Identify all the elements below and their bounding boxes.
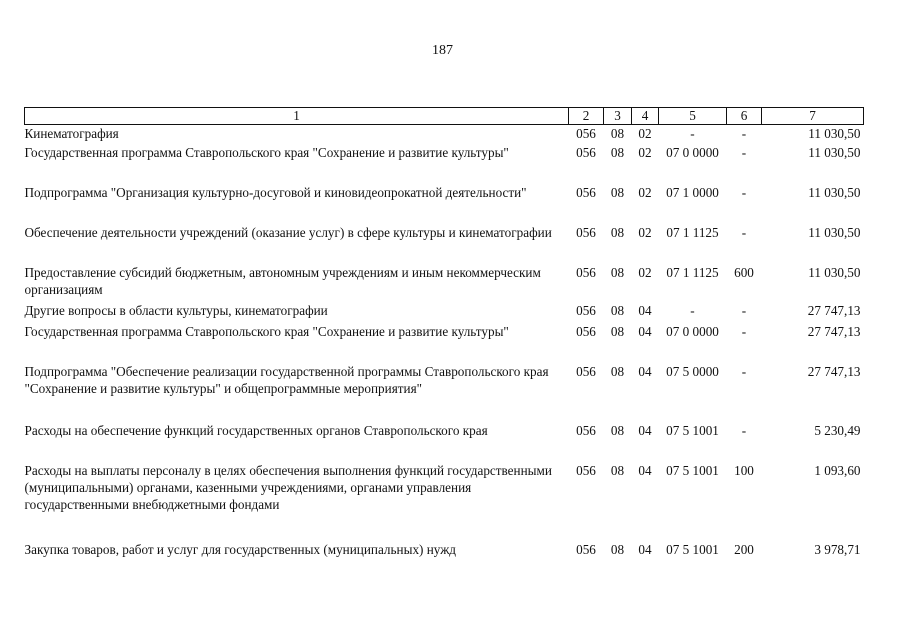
row-section-code: 08 (610, 423, 625, 438)
table-row (25, 182, 864, 222)
row-target-code: 07 5 1001 (666, 542, 719, 557)
row-target-code: - (690, 303, 695, 318)
row-amount: 11 030,50 (808, 265, 861, 280)
row-subsection-code: 02 (638, 265, 652, 280)
row-target-code: 07 5 1001 (666, 423, 719, 438)
row-name: Подпрограмма "Организация культурно-досуговой и киновидеопрокатной деятельности" (24, 185, 527, 200)
row-name: Государственная программа Ставропольского края "Сохранение и развитие культуры" (24, 324, 509, 339)
header-col-3: 3 (604, 108, 632, 125)
header-col-2: 2 (569, 108, 604, 125)
row-ministry-code: 056 (576, 463, 596, 478)
row-amount: 11 030,50 (808, 225, 861, 240)
row-subsection-code: 04 (638, 303, 652, 318)
row-amount: 11 030,50 (808, 145, 861, 160)
row-target-code: 07 5 1001 (666, 463, 719, 478)
row-name: Другие вопросы в области культуры, кинематографии (24, 303, 328, 318)
row-subsection-code: 04 (638, 542, 652, 557)
row-section-code: 08 (610, 324, 625, 339)
row-section-code: 08 (610, 185, 625, 200)
row-name: Расходы на выплаты персоналу в целях обеспечения выполнения функций государственными (муниципальными) органами, казенными учреждениями, органами управления государственными внебюджетными фондами (24, 463, 552, 512)
row-ministry-code: 056 (576, 423, 596, 438)
row-amount: 27 747,13 (807, 364, 861, 379)
row-target-code: 07 0 0000 (666, 324, 719, 339)
header-col-7: 7 (762, 108, 864, 125)
row-section-code: 08 (610, 303, 625, 318)
budget-table (24, 107, 864, 561)
header-col-4: 4 (632, 108, 659, 125)
row-expense-type: 100 (734, 463, 754, 478)
row-subsection-code: 04 (638, 364, 652, 379)
row-ministry-code: 056 (576, 126, 596, 141)
row-name: Обеспечение деятельности учреждений (оказание услуг) в сфере культуры и кинематографии (24, 225, 552, 240)
row-section-code: 08 (610, 542, 625, 557)
row-section-code: 08 (610, 126, 625, 141)
row-expense-type: 200 (734, 542, 754, 557)
table-row (25, 262, 864, 302)
table-row (25, 302, 864, 321)
row-expense-type: - (741, 324, 747, 339)
row-expense-type: - (741, 145, 747, 160)
header-col-1: 1 (25, 108, 569, 125)
row-ministry-code: 056 (576, 145, 596, 160)
table-row (25, 420, 864, 460)
row-ministry-code: 056 (576, 364, 596, 379)
row-ministry-code: 056 (576, 542, 596, 557)
header-col-6: 6 (727, 108, 762, 125)
row-subsection-code: 02 (638, 126, 652, 141)
row-amount: 5 230,49 (814, 423, 861, 438)
table-row (25, 460, 864, 539)
row-expense-type: - (741, 185, 747, 200)
row-section-code: 08 (610, 265, 625, 280)
row-target-code: 07 0 0000 (666, 145, 719, 160)
row-name: Государственная программа Ставропольского края "Сохранение и развитие культуры" (24, 145, 509, 160)
row-subsection-code: 02 (638, 185, 652, 200)
row-expense-type: - (741, 364, 747, 379)
row-subsection-code: 04 (638, 324, 652, 339)
header-row (25, 108, 864, 125)
row-name: Закупка товаров, работ и услуг для государственных (муниципальных) нужд (24, 542, 457, 557)
row-expense-type: - (741, 303, 747, 318)
row-expense-type: 600 (734, 265, 754, 280)
row-expense-type: - (741, 423, 747, 438)
page-number: 187 (432, 43, 453, 58)
row-ministry-code: 056 (576, 303, 596, 318)
row-name: Кинематография (24, 126, 119, 141)
row-amount: 11 030,50 (808, 185, 861, 200)
row-target-code: 07 5 0000 (666, 364, 719, 379)
row-subsection-code: 04 (638, 423, 652, 438)
table-row (25, 321, 864, 361)
row-name: Подпрограмма "Обеспечение реализации государственной программы Ставропольского края "Сохранение и развитие культуры" и общепрограммные мероприятия" (24, 364, 549, 396)
row-target-code: 07 1 1125 (666, 225, 719, 240)
row-expense-type: - (741, 126, 747, 141)
row-subsection-code: 02 (638, 145, 652, 160)
row-expense-type: - (741, 225, 747, 240)
row-section-code: 08 (610, 145, 625, 160)
row-amount: 1 093,60 (814, 463, 861, 478)
row-section-code: 08 (610, 364, 625, 379)
row-ministry-code: 056 (576, 185, 596, 200)
row-ministry-code: 056 (576, 324, 596, 339)
table-row (25, 125, 864, 143)
row-subsection-code: 04 (638, 463, 652, 478)
table-row (25, 539, 864, 561)
table-row (25, 142, 864, 182)
row-amount: 27 747,13 (807, 303, 861, 318)
row-target-code: 07 1 1125 (666, 265, 719, 280)
row-section-code: 08 (610, 463, 625, 478)
row-name: Предоставление субсидий бюджетным, автономным учреждениям и иным некоммерческим организациям (24, 265, 541, 297)
table-row (25, 222, 864, 262)
row-name: Расходы на обеспечение функций государственных органов Ставропольского края (24, 423, 488, 438)
row-amount: 11 030,50 (808, 126, 861, 141)
row-target-code: 07 1 0000 (666, 185, 719, 200)
row-ministry-code: 056 (576, 265, 596, 280)
row-target-code: - (690, 126, 695, 141)
row-amount: 27 747,13 (807, 324, 861, 339)
row-section-code: 08 (610, 225, 625, 240)
row-amount: 3 978,71 (814, 542, 861, 557)
table-row (25, 361, 864, 420)
row-ministry-code: 056 (576, 225, 596, 240)
row-subsection-code: 02 (638, 225, 652, 240)
header-col-5: 5 (659, 108, 727, 125)
